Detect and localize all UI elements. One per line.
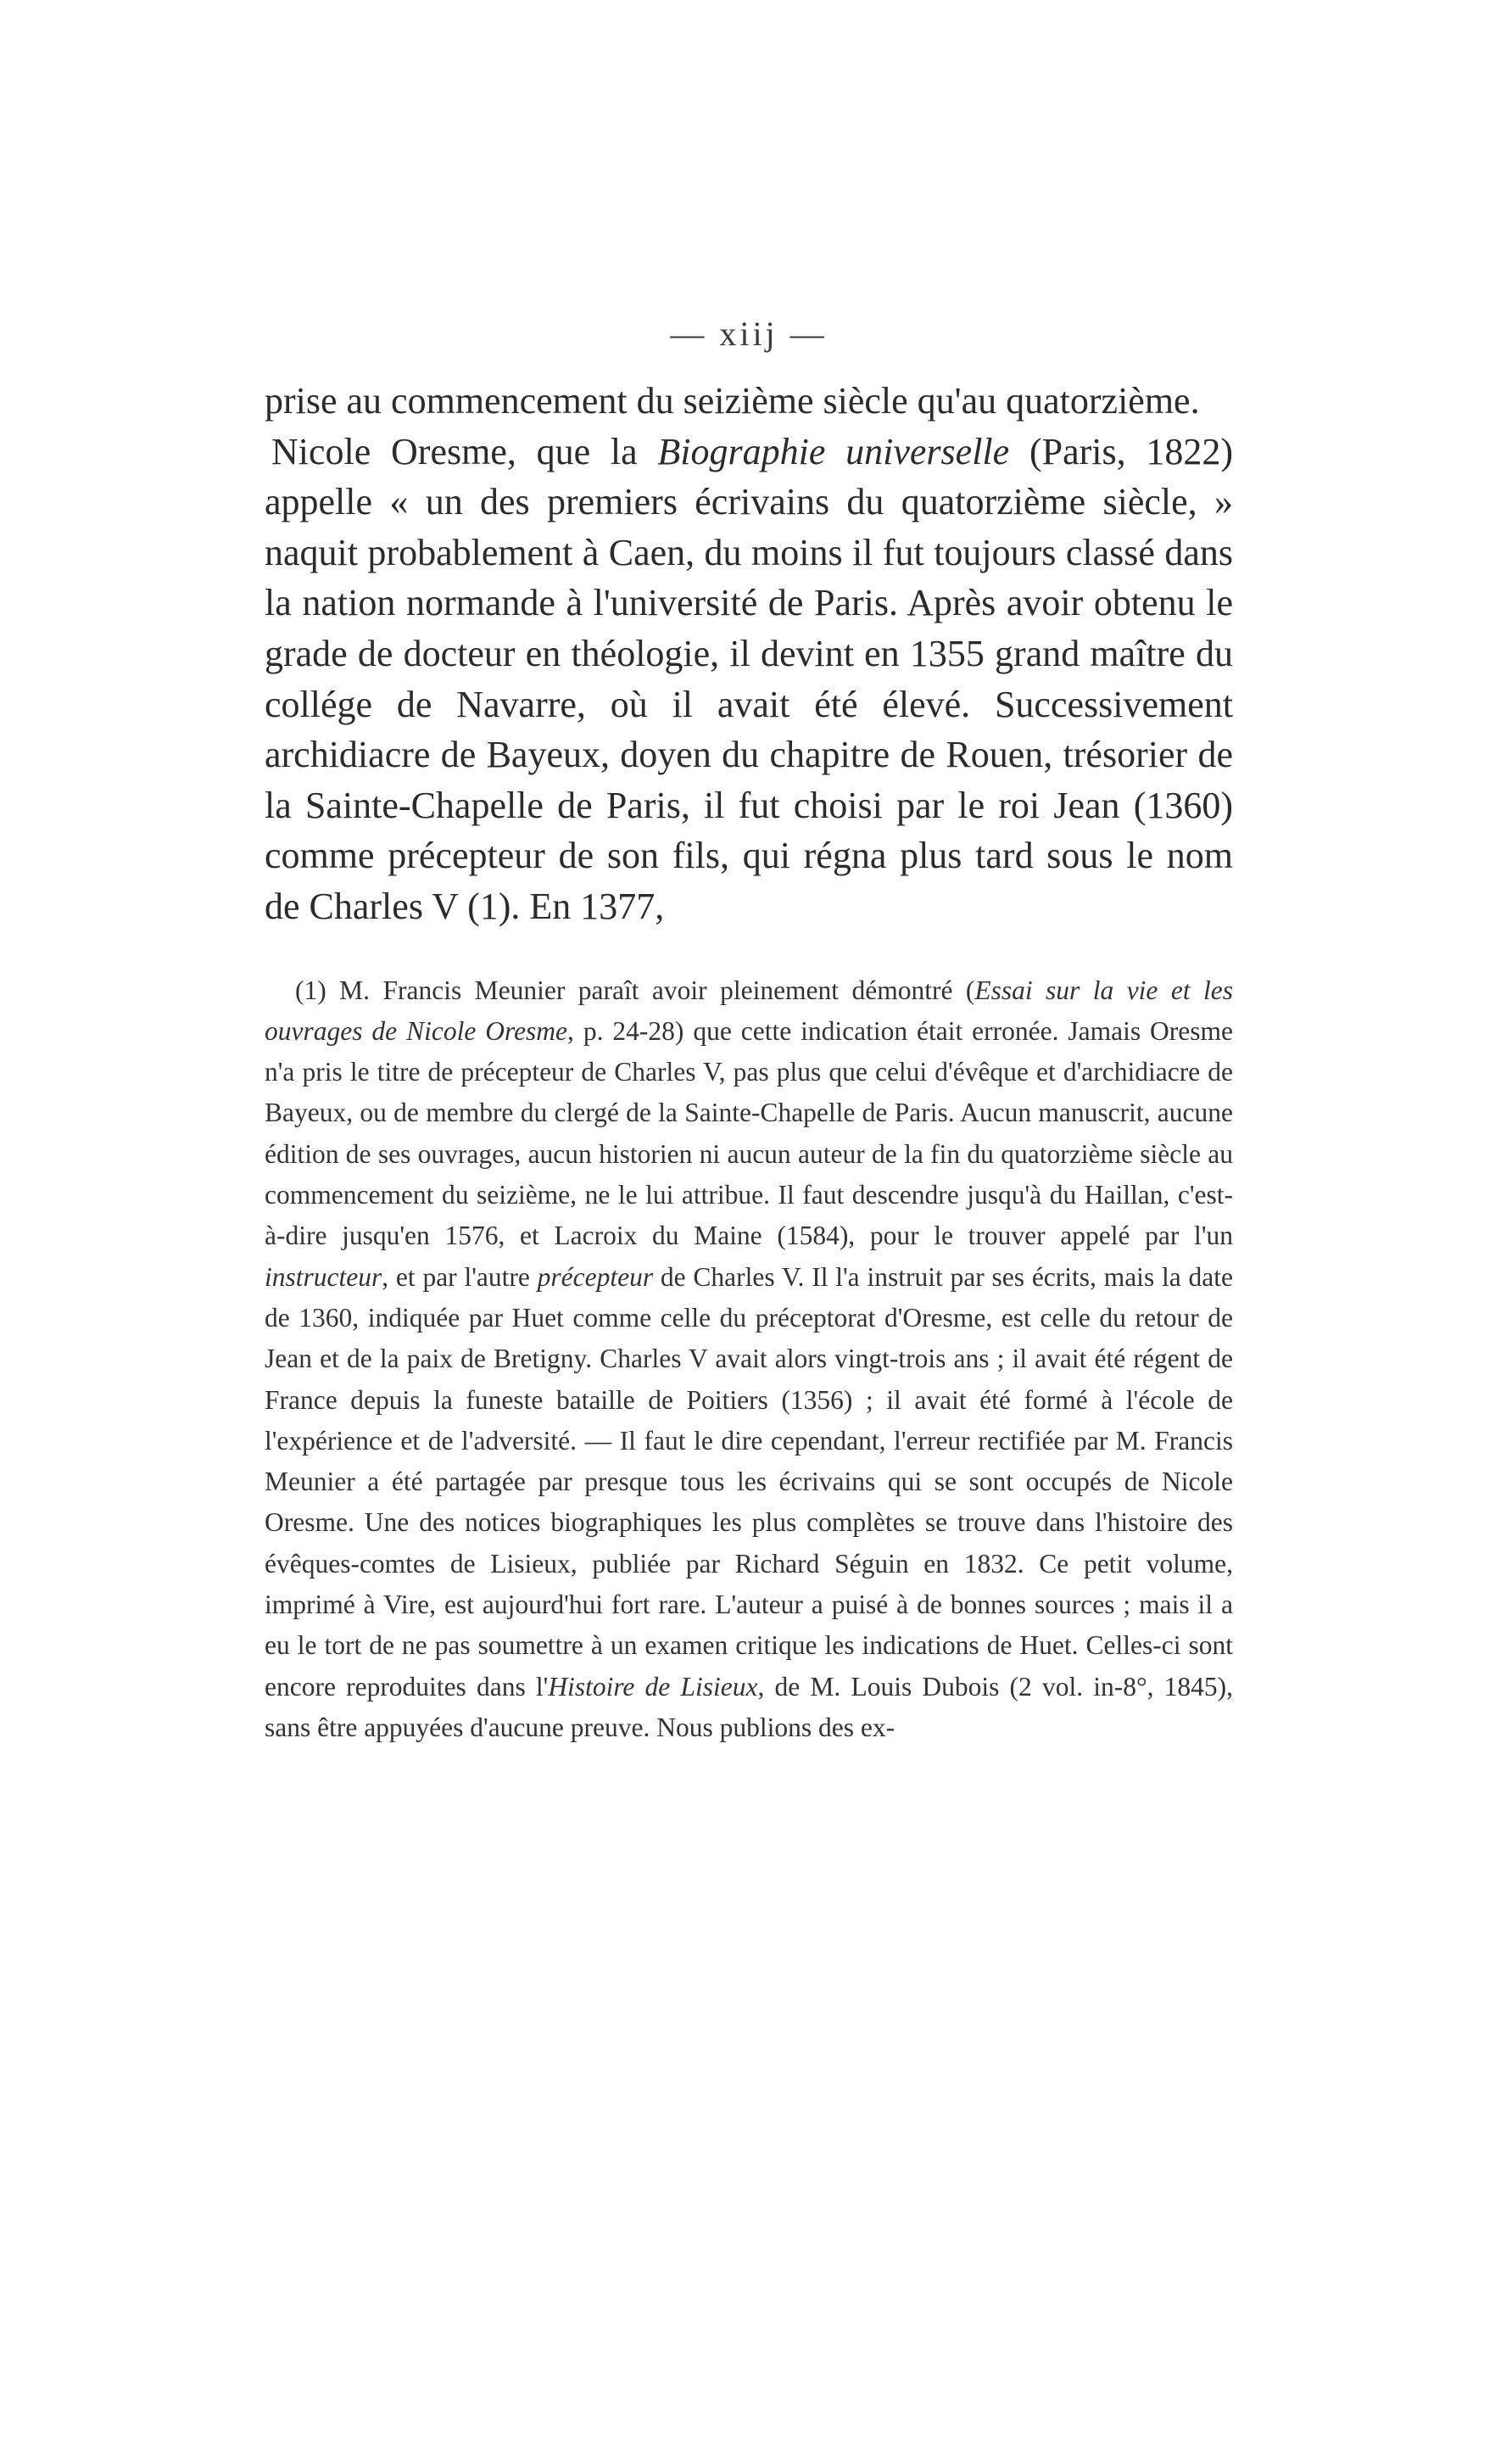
footnote-text-2: , p. 24-28) que cette indication était erronée. Jamais Oresme n'a pris le titre de précepteur de Charles V, pas plus que celui d'évêque et d'archidiacre de Bayeux, ou de membre du clergé de la Sainte-Chapelle de Paris. Aucun manuscrit, aucune édition de ses ouvrages, aucun historien ni aucun auteur de la fin du quatorzième siècle au commencement du seizième, ne le lui attribue. Il faut descendre jusqu'à du Haillan, c'est-à-dire jusqu'en 1576, et Lacroix du Maine (1584), pour le trouver appelé par l'un: [265, 1015, 1234, 1251]
biographie-universelle-title: Biographie universelle: [657, 430, 1010, 472]
footnote-text-1: M. Francis Meunier paraît avoir pleinement démontré (: [326, 975, 975, 1005]
body-paragraph-continuation: [265, 376, 1233, 427]
page-number: — xiij —: [670, 315, 828, 353]
footnote-text-4: de Charles V. Il l'a instruit par ses écrits, mais la date de 1360, indiquée par Huet comme celle du préceptorat d'Oresme, est celle du retour de Jean et de la paix de Bretigny. Charles V avait alors vingt-trois ans ; il avait été régent de France depuis la funeste bataille de Poitiers (1356) ; il avait été formé à l'école de l'expérience et de l'adversité. — Il faut le dire cependant, l'erreur rectifiée par M. Francis Meunier a été partagée par presque tous les écrivains qui se sont occupés de Nicole Oresme. Une des notices biographiques les plus complètes se trouve dans l'histoire des évêques-comtes de Lisieux, publiée par Richard Séguin en 1832. Ce petit volume, imprimé à Vire, est aujourd'hui fort rare. L'auteur a puisé à de bonnes sources ; mais il a eu le tort de ne pas soumettre à un examen critique les indications de Huet. Celles-ci sont encore reproduites dans l': [265, 1261, 1233, 1702]
continuation-text: prise au commencement du seizième siècle qu'au quatorzième.: [265, 380, 1200, 422]
footnote-title-essai: Essai sur la vie et les ouvrages de Nicole Oresme: [265, 975, 1233, 1046]
footnote-text-5: , de M. Louis Dubois (2 vol. in-8°, 1845), sans être appuyées d'aucune preuve. Nous publions des ex-: [265, 1671, 1233, 1742]
footnote-term-precepteur: précepteur: [537, 1261, 654, 1292]
para2-intro: Nicole Oresme, que la: [271, 430, 658, 472]
body-paragraph-oresme: [265, 427, 1233, 932]
book-page: [265, 314, 1233, 1748]
footnote: [265, 970, 1233, 1749]
footnote-title-histoire-lisieux: Histoire de Lisieux: [548, 1671, 758, 1702]
footnote-marker: (1): [295, 975, 326, 1005]
para2-body: (Paris, 1822) appelle « un des premiers écrivains du quatorzième siècle, » naquit probablement à Caen, du moins il fut toujours classé dans la nation normande à l'université de Paris. Après avoir obtenu le grade de docteur en théologie, il devint en 1355 grand maître du collége de Navarre, où il avait été élevé. Successivement archidiacre de Bayeux, doyen du chapitre de Rouen, trésorier de la Sainte-Chapelle de Paris, il fut choisi par le roi Jean (1360) comme précepteur de son fils, qui régna plus tard sous le nom de Charles V (1). En 1377,: [265, 430, 1234, 927]
footnote-term-instructeur: instructeur: [265, 1261, 382, 1292]
footnote-text-3: , et par l'autre: [382, 1261, 538, 1292]
